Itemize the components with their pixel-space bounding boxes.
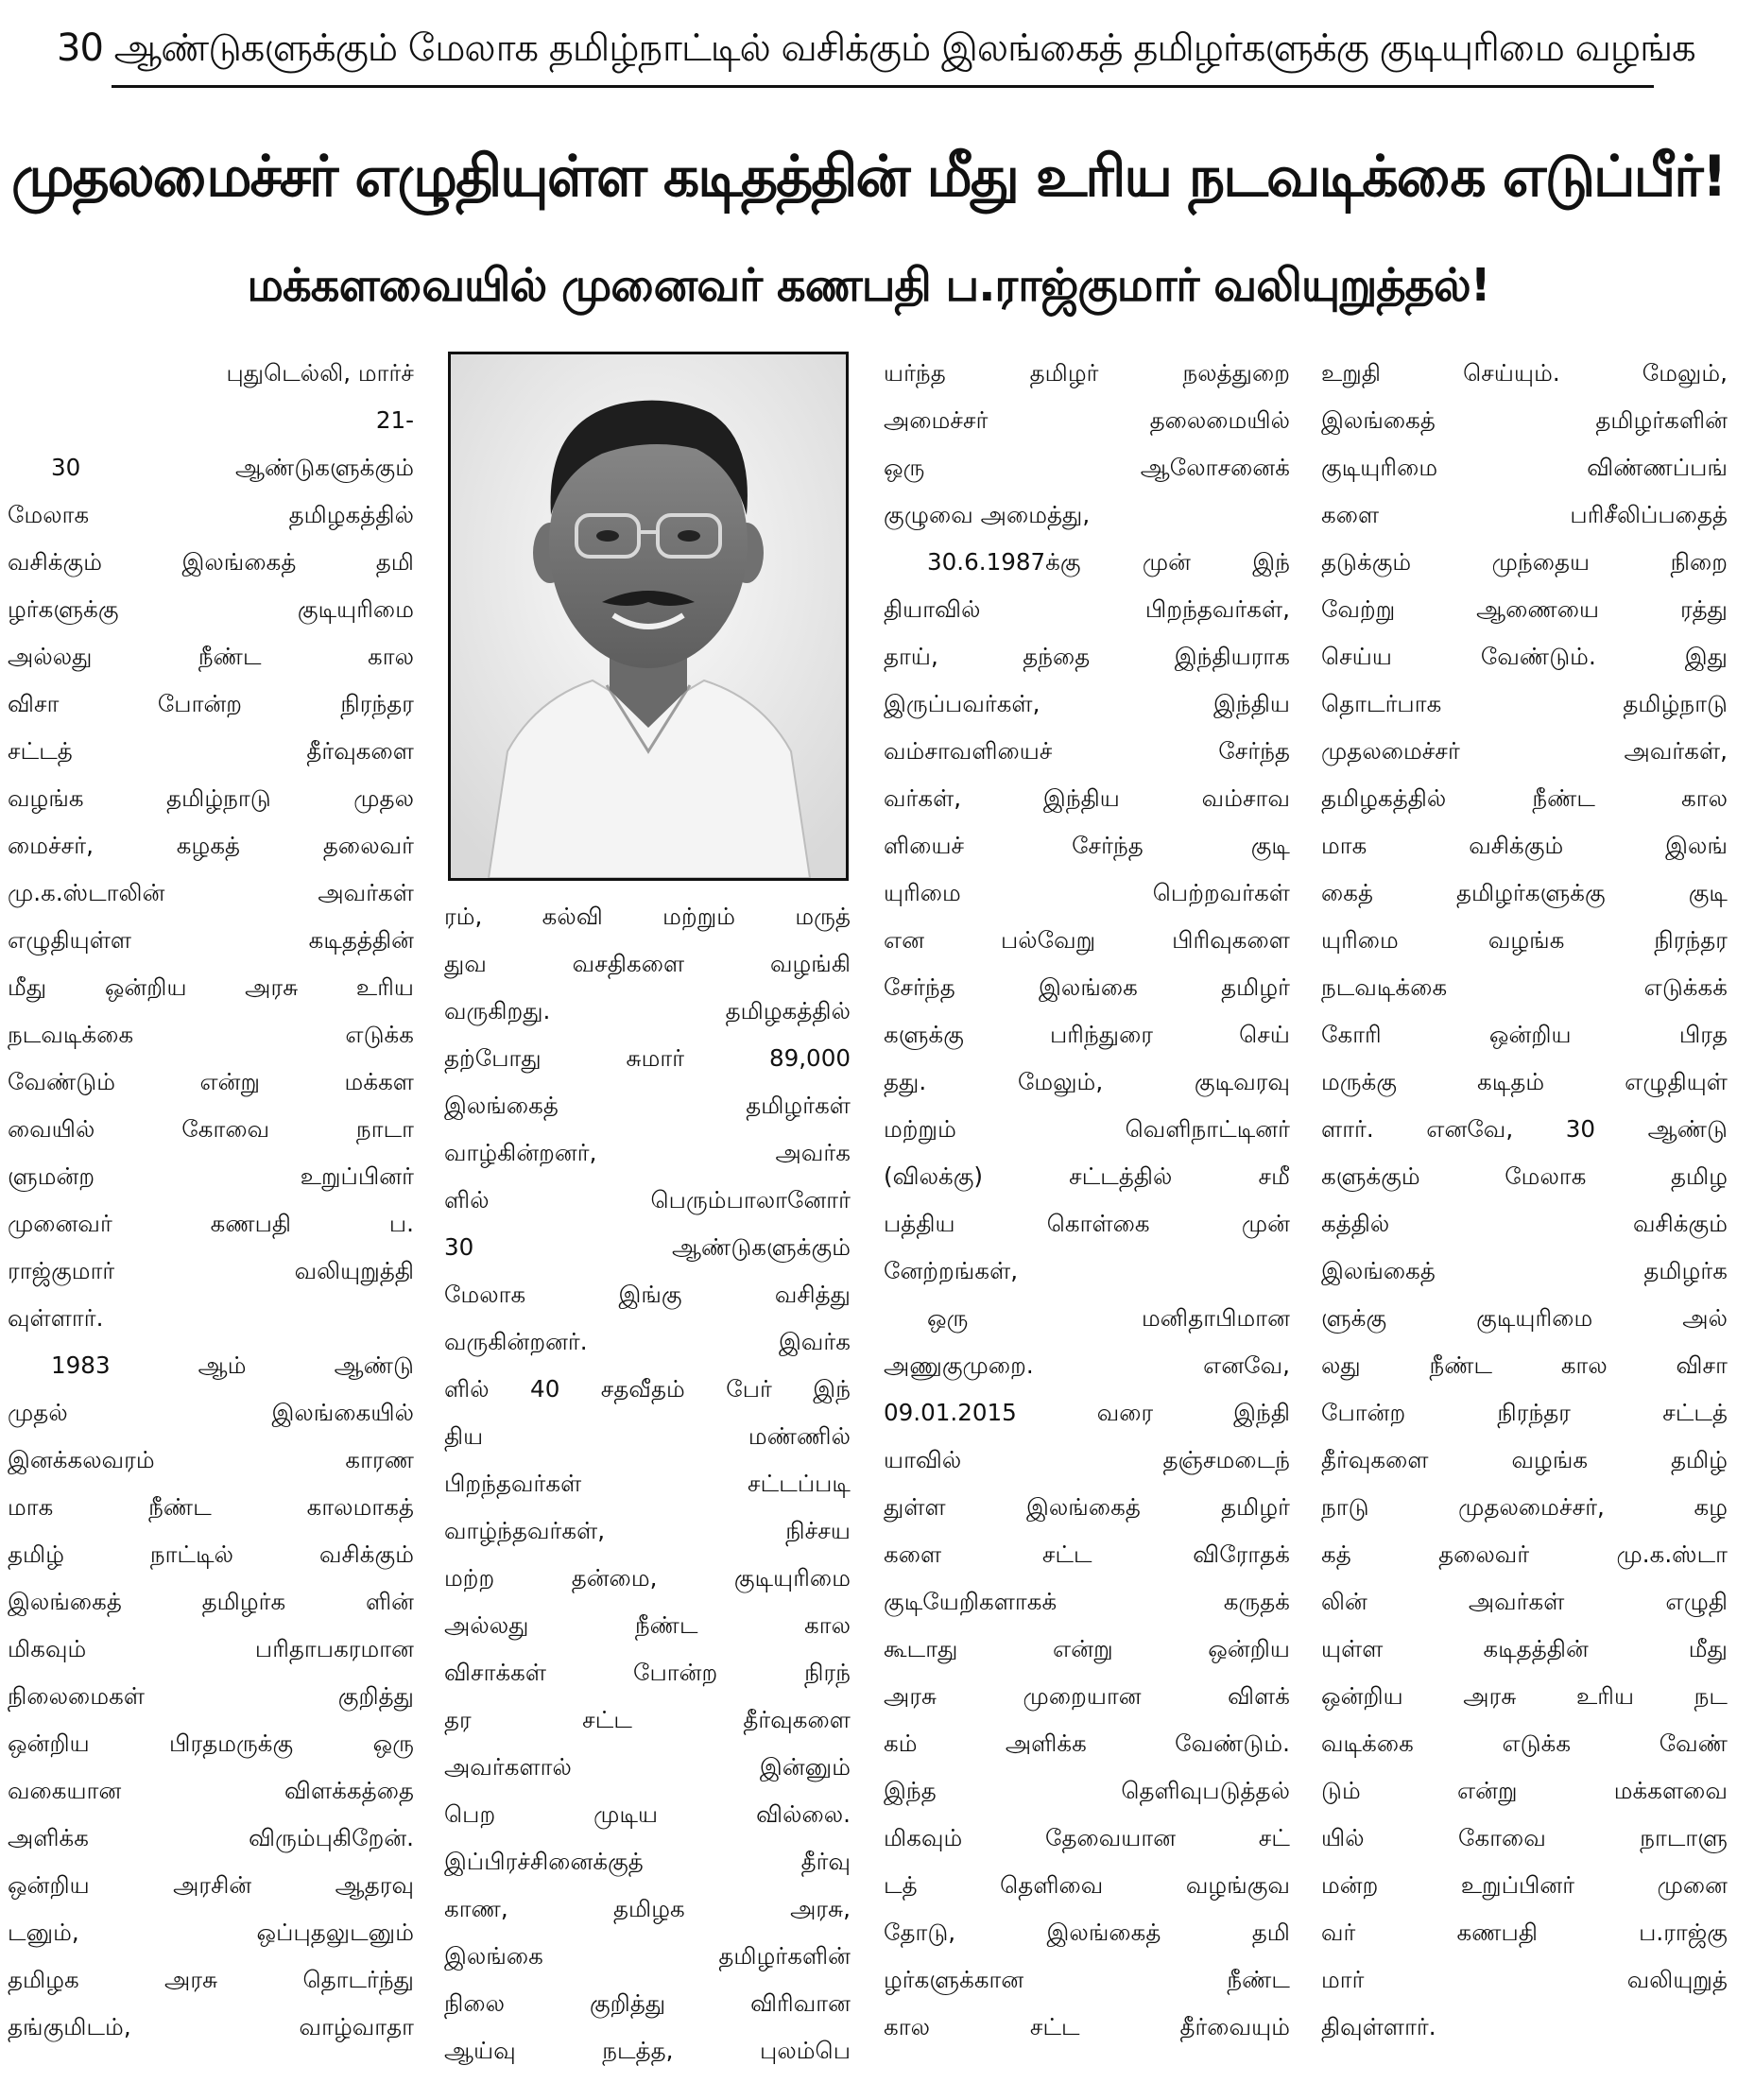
text-line: இனக்கலவரம் காரண [8, 1446, 414, 1473]
text-line: மீது ஒன்றிய அரசு உரிய [8, 973, 414, 1001]
text-line: பத்திய கொள்கை முன் [884, 1210, 1290, 1237]
text-line: தோடு, இலங்கைத் தமி [884, 1919, 1290, 1946]
text-line: இப்பிரச்சினைக்குத் தீர்வு [444, 1848, 851, 1875]
text-line: பிறந்தவர்கள் சட்டப்படி [444, 1470, 851, 1497]
text-line: குழுவை அமைத்து, [884, 501, 1091, 528]
text-line: கத் தலைவர் மு.க.ஸ்டா [1321, 1541, 1728, 1568]
kicker-rule [112, 85, 1654, 88]
text-line: தீர்வுகளை வழங்க தமிழ் [1321, 1446, 1728, 1473]
text-line: களுக்கு பரிந்துரை செய் [884, 1021, 1290, 1048]
text-line: தாய், தந்தை இந்தியராக [884, 643, 1290, 670]
text-line: (விலக்கு) சட்டத்தில் சமீ [884, 1162, 1290, 1190]
text-line: ளியைச் சேர்ந்த குடி [884, 832, 1290, 859]
text-line: யுரிமை வழங்க நிரந்தர [1321, 926, 1728, 954]
text-line: டும் என்று மக்களவை [1321, 1777, 1728, 1804]
text-line: டனும், ஒப்புதலுடனும் [8, 1919, 414, 1946]
text-line: ராஜ்குமார் வலியுறுத்தி [8, 1257, 414, 1284]
text-line: ளுமன்ற உறுப்பினர் [8, 1162, 414, 1190]
text-line: மேலாக தமிழகத்தில் [8, 501, 414, 528]
text-line: அரசு முறையான விளக் [884, 1682, 1290, 1710]
text-line: ளார். எனவே, 30 ஆண்டு [1321, 1115, 1728, 1143]
portrait-illustration [451, 354, 846, 878]
text-line: வேற்று ஆணையை ரத்து [1321, 595, 1728, 623]
text-line: நிலைமைகள் குறித்து [8, 1682, 414, 1710]
text-line: இலங்கைத் தமிழர்கள் [444, 1092, 851, 1119]
text-line: கத்தில் வசிக்கும் [1321, 1210, 1728, 1237]
text-line: நிலை குறித்து விரிவான [444, 1989, 851, 2017]
text-line: ஆய்வு நடத்த, புலம்பெ [444, 2037, 851, 2064]
text-line: அவர்களால் இன்னும் [444, 1753, 851, 1781]
text-line: தடுக்கும் முந்தைய நிறை [1321, 548, 1728, 576]
text-line: ழர்களுக்கு குடியுரிமை [8, 595, 414, 623]
text-line: இந்த தெளிவுபடுத்தல் [884, 1777, 1290, 1804]
text-line: இலங்கைத் தமிழர்க [1321, 1257, 1728, 1284]
text-line: வாழ்கின்றனர், அவர்க [444, 1139, 851, 1166]
text-line: இலங்கைத் தமிழர்க ளின் [8, 1588, 414, 1615]
text-line: ழர்களுக்கான நீண்ட [884, 1966, 1290, 1993]
text-line: ஒரு மனிதாபிமான [927, 1304, 1290, 1332]
text-line: மருக்கு கடிதம் எழுதியுள் [1321, 1068, 1728, 1095]
text-line: ஒரு ஆலோசனைக் [884, 454, 1290, 481]
text-line: வழங்க தமிழ்நாடு முதல [8, 784, 414, 812]
text-line: எழுதியுள்ள கடிதத்தின் [8, 926, 414, 954]
text-line: ஒன்றிய அரசு உரிய நட [1321, 1682, 1728, 1710]
text-line: உறுதி செய்யும். மேலும், [1321, 359, 1728, 387]
text-line: விசா போன்ற நிரந்தர [8, 690, 414, 717]
text-line: மைச்சர், கழகத் தலைவர் [8, 832, 414, 859]
text-line: மார் வலியுறுத் [1321, 1966, 1728, 1993]
text-line: 30 ஆண்டுகளுக்கும் [444, 1233, 851, 1261]
text-line: முனைவர் கணபதி ப. [8, 1210, 414, 1237]
text-line: வகையான விளக்கத்தை [8, 1777, 414, 1804]
text-line: ளில் பெரும்பாலானோர் [444, 1186, 851, 1214]
text-line: ளுக்கு குடியுரிமை அல் [1321, 1304, 1728, 1332]
text-line: வம்சாவளியைச் சேர்ந்த [884, 737, 1290, 765]
text-line: முதலமைச்சர் அவர்கள், [1321, 737, 1728, 765]
text-line: என பல்வேறு பிரிவுகளை [884, 926, 1290, 954]
text-line: கோரி ஒன்றிய பிரத [1321, 1021, 1728, 1048]
text-line: யுள்ள கடிதத்தின் மீது [1321, 1635, 1728, 1662]
text-line: துவ வசதிகளை வழங்கி [444, 950, 851, 977]
text-line: திய மண்ணில் [444, 1422, 851, 1450]
text-line: மிகவும் பரிதாபகரமான [8, 1635, 414, 1662]
text-line: தமிழ் நாட்டில் வசிக்கும் [8, 1541, 414, 1568]
text-line: தொடர்பாக தமிழ்நாடு [1321, 690, 1728, 717]
text-line: இருப்பவர்கள், இந்திய [884, 690, 1290, 717]
sub-headline: மக்களவையில் முனைவர் கணபதி ப.ராஜ்குமார் வலியுறுத்தல்! [247, 259, 1490, 312]
text-line: ளில் 40 சதவீதம் பேர் இந் [444, 1375, 851, 1403]
text-line: வர் கணபதி ப.ராஜ்கு [1321, 1919, 1728, 1946]
text-line: மிகவும் தேவையான சட் [884, 1824, 1290, 1851]
text-line: கைத் தமிழர்களுக்கு குடி [1321, 879, 1728, 906]
text-line: 30.6.1987க்கு முன் இந் [927, 548, 1290, 576]
text-line: களை பரிசீலிப்பதைத் [1321, 501, 1728, 528]
text-line: பெற முடிய வில்லை. [444, 1800, 851, 1828]
text-line: குடியேறிகளாகக் கருதக் [884, 1588, 1290, 1615]
text-line: 09.01.2015 வரை இந்தி [884, 1399, 1290, 1426]
text-line: யுரிமை பெற்றவர்கள் [884, 879, 1290, 906]
text-line: 30 ஆண்டுகளுக்கும் [51, 454, 414, 481]
text-line: வருகிறது. தமிழகத்தில் [444, 997, 851, 1024]
text-line: இலங்கை தமிழர்களின் [444, 1942, 851, 1970]
text-line: டத் தெளிவை வழங்குவ [884, 1871, 1290, 1899]
text-line: தங்குமிடம், வாழ்வாதா [8, 2013, 414, 2040]
text-line: திவுள்ளார். [1321, 2013, 1436, 2040]
text-line: தமிழக அரசு தொடர்ந்து [8, 1966, 414, 1993]
text-line: மாக நீண்ட காலமாகத் [8, 1493, 414, 1521]
text-line: தற்போது சுமார் 89,000 [444, 1044, 851, 1072]
text-line: களுக்கும் மேலாக தமிழ [1321, 1162, 1728, 1190]
text-line: அல்லது நீண்ட கால [8, 643, 414, 670]
text-line: வாழ்ந்தவர்கள், நிச்சய [444, 1517, 851, 1544]
text-line: மாக வசிக்கும் இலங் [1321, 832, 1728, 859]
text-line: விசாக்கள் போன்ற நிரந் [444, 1659, 851, 1686]
text-line: வர்கள், இந்திய வம்சாவ [884, 784, 1290, 812]
text-line: அல்லது நீண்ட கால [444, 1611, 851, 1639]
text-line: மு.க.ஸ்டாலின் அவர்கள் [8, 879, 414, 906]
text-line: யர்ந்த தமிழர் நலத்துறை [884, 359, 1290, 387]
text-line: ரம், கல்வி மற்றும் மருத் [444, 903, 851, 930]
text-line: யாவில் தஞ்சமடைந் [884, 1446, 1290, 1473]
text-line: கால சட்ட தீர்வையும் [884, 2013, 1290, 2040]
text-line: தியாவில் பிறந்தவர்கள், [884, 595, 1290, 623]
article-column-2 [444, 893, 851, 2074]
text-line: வடிக்கை எடுக்க வேண் [1321, 1730, 1728, 1757]
text-line: புதுடெல்லி, மார்ச் [226, 359, 414, 387]
text-line: குடியுரிமை விண்ணப்பங் [1321, 454, 1728, 481]
text-line: வுள்ளார். [8, 1304, 104, 1332]
text-line: தமிழகத்தில் நீண்ட கால [1321, 784, 1728, 812]
text-line: 21- [375, 406, 414, 434]
text-line: நாடு முதலமைச்சர், கழ [1321, 1493, 1728, 1521]
text-line: ஒன்றிய பிரதமருக்கு ஒரு [8, 1730, 414, 1757]
text-line: னேற்றங்கள், [884, 1257, 1019, 1284]
article-column-3 [884, 350, 1290, 2051]
text-line: லின் அவர்கள் எழுதி [1321, 1588, 1728, 1615]
text-line: 1983 ஆம் ஆண்டு [51, 1351, 414, 1379]
portrait-photo [448, 352, 849, 881]
main-headline: முதலமைச்சர் எழுதியுள்ள கடிதத்தின் மீது உரிய நடவடிக்கை எடுப்பீர்! [10, 144, 1727, 210]
article-column-1 [8, 350, 414, 2051]
text-line: கூடாது என்று ஒன்றிய [884, 1635, 1290, 1662]
text-line: கம் அளிக்க வேண்டும். [884, 1730, 1290, 1757]
text-line: துள்ள இலங்கைத் தமிழர் [884, 1493, 1290, 1521]
text-line: மேலாக இங்கு வசித்து [444, 1281, 851, 1308]
text-line: தர சட்ட தீர்வுகளை [444, 1706, 851, 1733]
text-line: அளிக்க விரும்புகிறேன். [8, 1824, 414, 1851]
text-line: முதல் இலங்கையில் [8, 1399, 414, 1426]
text-line: மற்றும் வெளிநாட்டினர் [884, 1115, 1290, 1143]
text-line: யில் கோவை நாடாளு [1321, 1824, 1728, 1851]
text-line: லது நீண்ட கால விசா [1321, 1351, 1728, 1379]
text-line: இலங்கைத் தமிழர்களின் [1321, 406, 1728, 434]
text-line: வையில் கோவை நாடா [8, 1115, 414, 1143]
text-line: ஒன்றிய அரசின் ஆதரவு [8, 1871, 414, 1899]
text-line: சேர்ந்த இலங்கை தமிழர் [884, 973, 1290, 1001]
text-line: வசிக்கும் இலங்கைத் தமி [8, 548, 414, 576]
text-line: தது. மேலும், குடிவரவு [884, 1068, 1290, 1095]
text-line: மன்ற உறுப்பினர் முனை [1321, 1871, 1728, 1899]
text-line: செய்ய வேண்டும். இது [1321, 643, 1728, 670]
text-line: நடவடிக்கை எடுக்கக் [1321, 973, 1728, 1001]
text-line: வேண்டும் என்று மக்கள [8, 1068, 414, 1095]
text-line: வருகின்றனர். இவர்க [444, 1328, 851, 1355]
text-line: சட்டத் தீர்வுகளை [8, 737, 414, 765]
text-line: அணுகுமுறை. எனவே, [884, 1351, 1290, 1379]
article-column-4 [1321, 350, 1728, 2051]
text-line: களை சட்ட விரோதக் [884, 1541, 1290, 1568]
text-line: காண, தமிழக அரசு, [444, 1895, 851, 1922]
text-line: மற்ற தன்மை, குடியுரிமை [444, 1564, 851, 1592]
text-line: அமைச்சர் தலைமையில் [884, 406, 1290, 434]
text-line: போன்ற நிரந்தர சட்டத் [1321, 1399, 1728, 1426]
text-line: நடவடிக்கை எடுக்க [8, 1021, 414, 1048]
kicker-headline: 30 ஆண்டுகளுக்கும் மேலாக தமிழ்நாட்டில் வசிக்கும் இலங்கைத் தமிழர்களுக்கு குடியுரிமை வழங்க [57, 26, 1695, 70]
